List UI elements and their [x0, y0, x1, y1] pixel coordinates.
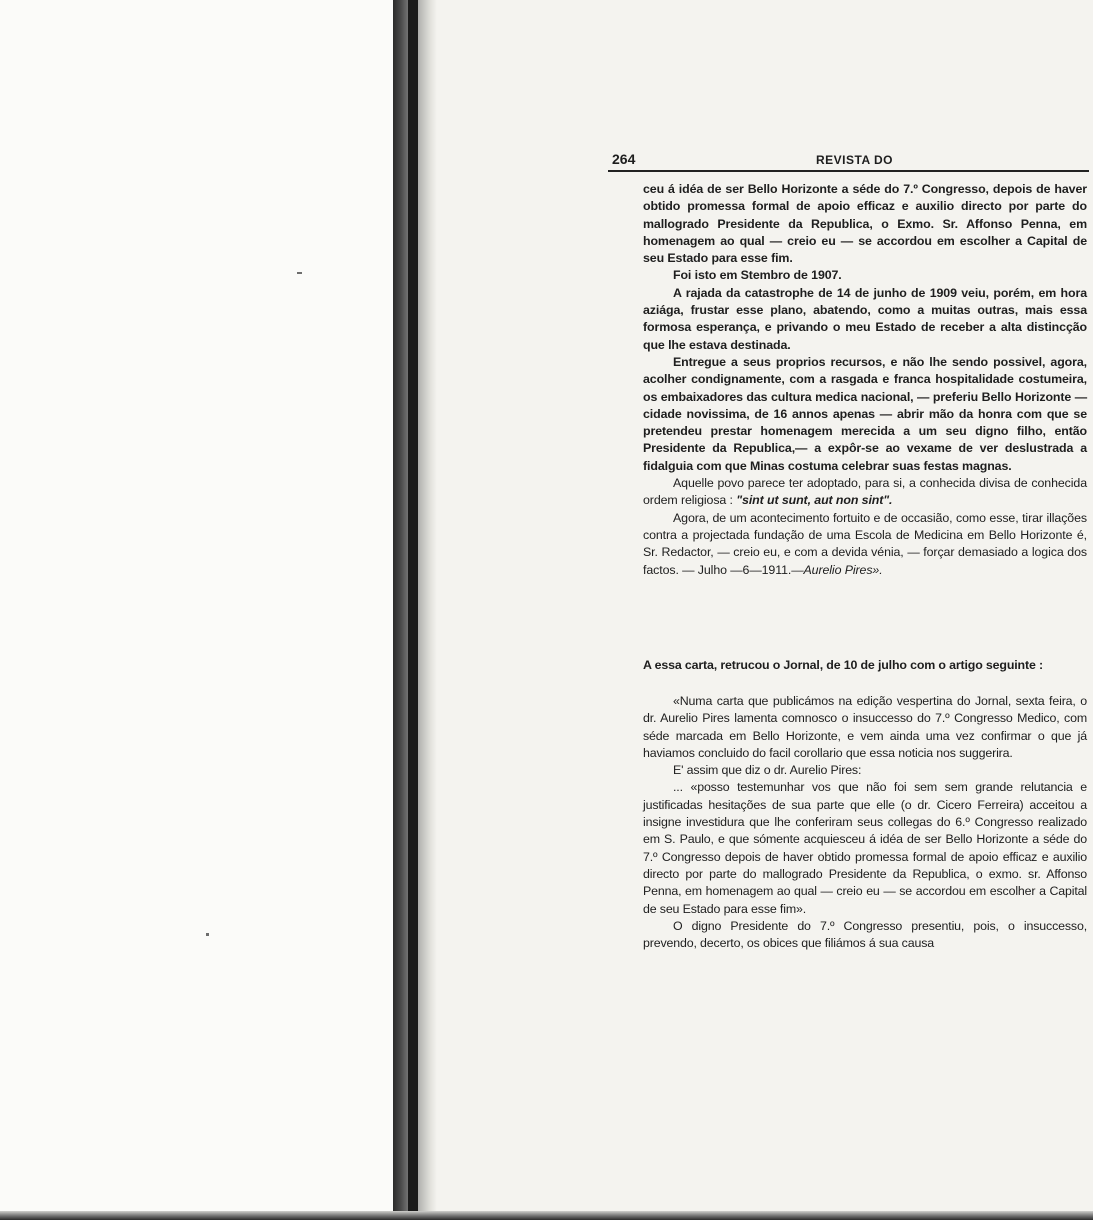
- letter-continuation: [643, 181, 1087, 579]
- page-margin: [0, 0, 393, 1220]
- page-bottom-edge: [0, 1211, 1093, 1220]
- paper-speck: [206, 933, 209, 936]
- letter-paragraph: Entregue a seus proprios recursos, e não lhe sendo possivel, agora, acolher condignamente, com a rasgada e franca hospitalidade costumeira, os embaixadores das cultura medica nacional, — preferiu Bello Horizonte — cidade novissima, de 16 annos apenas — abrir mão da honra com que se pretendeu prestar homenagem merecida a um seu digno filho, então Presidente da Republica,— a expôr-se ao vexame de ver deslustrada a fidalguia com que Minas costuma celebrar suas festas magnas.: [643, 354, 1087, 473]
- header-rule: [608, 170, 1089, 172]
- book-spine-shadow: [408, 0, 418, 1220]
- running-title: REVISTA DO: [816, 153, 894, 167]
- letter-paragraph-text: Aquelle povo parece ter adoptado, para si, a conhecida divisa de conhecida ordem religiosa :: [643, 476, 1087, 508]
- letter-paragraph: ceu á idéa de ser Bello Horizonte a séde do 7.º Congresso, depois de haver obtido promessa formal de apoio efficaz e auxilio directo por parte do mallogrado Presidente da Republica, o Exmo. Sr. Affonso Penna, em homenagem ao qual — creio eu — se accordou em escolher a Capital de seu Estado para esse fim.: [643, 182, 1087, 266]
- letter-paragraph: A rajada da catastrophe de 14 de junho de 1909 veiu, porém, em hora aziága, frustar esse plano, abatendo, como a muitas outras, mais essa formosa esperança, e privando o meu Estado de receber a alta distincção que lhe estava destinada.: [643, 285, 1087, 352]
- signature: —Aurelio Pires».: [791, 562, 883, 577]
- letter-paragraph: [643, 475, 1087, 510]
- quote-paragraph: ... «posso testemunhar vos que não foi sem sem grande relutancia e justificadas hesitações de sua parte que elle (o dr. Cicero Ferreira) acceitou a insigne investidura que lhe conferiram seus collegas do 6.º Congresso realizado em S. Paulo, e que sómente acquiesceu á idéa de ser Bello Horizonte a séde do 7.º Congresso depois de haver obtido promessa formal de apoio efficaz e auxilio directo por parte do mallogrado Presidente da Republica, o exmo. sr. Affonso Penna, em homenagem ao qual — creio eu — se accordou em escolher a Capital de seu Estado para esse fim».: [643, 780, 1087, 916]
- letter-paragraph: [643, 510, 1087, 579]
- letter-paragraph-text: Agora, de um acontecimento fortuito e de occasião, como esse, tirar illações contra a projectada fundação de uma Escola de Medicina em Bello Horizonte é, Sr. Redactor, — creio eu, e com a devida vénia, — forçar demasiado a logica dos factos. — Julho —6—1911.: [643, 510, 1087, 577]
- quote-paragraph: «Numa carta que publicámos na edição vespertina do Jornal, sexta feira, o dr. Aurelio Pires lamenta comnosco o insuccesso do 7.º Congresso Medico, com séde marcada em Bello Horizonte, e vem ainda uma vez confirmar o que já haviamos concluido do facil corollario que essa noticia nos suggerira.: [643, 694, 1087, 760]
- page-number: 264: [612, 151, 636, 167]
- quote-paragraph: O digno Presidente do 7.º Congresso presentiu, pois, o insuccesso, prevendo, decerto, os obices que filiámos á sua causa: [643, 918, 1087, 951]
- reply-intro: A essa carta, retrucou o Jornal, de 10 de julho com o artigo seguinte :: [643, 658, 1043, 672]
- reply-intro-block: [613, 657, 1087, 674]
- quote-paragraph: E' assim que diz o dr. Aurelio Pires:: [673, 763, 862, 778]
- paper-speck: [297, 272, 302, 274]
- letter-paragraph: Foi isto em Stembro de 1907.: [673, 268, 842, 283]
- reply-quote: [643, 693, 1087, 952]
- motto: "sint ut sunt, aut non sint".: [736, 493, 893, 508]
